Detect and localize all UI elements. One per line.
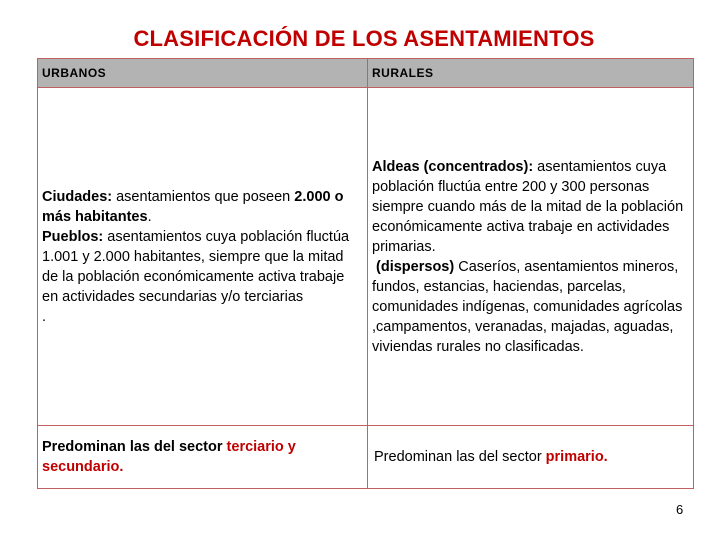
rurales-sector-highlight: primario.	[545, 449, 608, 465]
pueblos-text: asentamientos cuya población fluctúa 1.001 y 2.000 habitantes, siempre que la mitad de la población económicamente activa trabaje en actividades secundarias y/o terciarias	[42, 228, 350, 305]
dispersos-text: Caseríos, asentamientos mineros, fundos, estancias, haciendas, parcelas, comunidades indígenas, comunidades agrícolas ,campamentos, veranadas, majadas, aguadas, viviendas rurales no clasificadas.	[372, 258, 683, 355]
ciudades-label: Ciudades:	[42, 188, 113, 205]
aldeas-label: Aldeas (concentrados):	[372, 158, 534, 175]
rurales-sector	[368, 426, 694, 489]
footer-row	[38, 426, 694, 489]
classification-table	[37, 58, 694, 489]
header-rurales: RURALES	[368, 59, 694, 88]
page-number: 6	[676, 502, 684, 517]
urbanos-description	[38, 88, 368, 426]
urbanos-sector-highlight: terciario y secundario.	[42, 439, 296, 475]
ciudades-end: .	[147, 208, 152, 225]
rurales-description	[368, 88, 694, 426]
rurales-sector-prefix: Predominan las del sector	[374, 449, 546, 465]
body-row	[38, 88, 694, 426]
ciudades-text: asentamientos que poseen	[112, 188, 295, 205]
ciudades-threshold: 2.000 o más habitantes	[42, 188, 344, 225]
pueblos-label: Pueblos:	[42, 228, 104, 245]
aldeas-text: asentamientos cuya población fluctúa entre 200 y 300 personas siempre cuando más de la mitad de la población económicamente activa trabaje en actividades primarias.	[372, 158, 684, 255]
urbanos-sector-prefix: Predominan las del sector	[42, 439, 227, 455]
header-row	[38, 59, 694, 88]
urbanos-sector	[38, 426, 368, 489]
dispersos-label: (dispersos)	[376, 258, 455, 275]
header-urbanos: URBANOS	[38, 59, 368, 88]
trailing-dot: .	[42, 308, 47, 325]
slide-title: CLASIFICACIÓN DE LOS ASENTAMIENTOS	[133, 26, 595, 51]
